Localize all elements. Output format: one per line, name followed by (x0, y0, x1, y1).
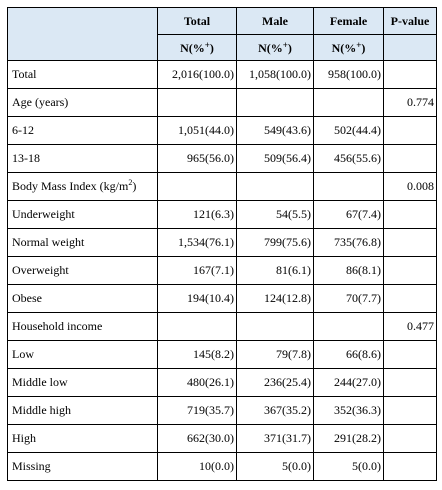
cell-female: 352(36.3) (314, 397, 384, 425)
cell-female: 502(44.4) (314, 117, 384, 145)
cell-p-value (384, 117, 437, 145)
cell-total (158, 89, 237, 117)
cell-total: 145(8.2) (158, 341, 237, 369)
cell-total: 719(35.7) (158, 397, 237, 425)
cell-p-value (384, 145, 437, 173)
table-row (8, 145, 437, 173)
cell-male (237, 313, 314, 341)
row-label-text: Age (years) (12, 95, 69, 109)
table-row (8, 229, 437, 257)
cell-p-value (384, 369, 437, 397)
cell-total: 121(6.3) (158, 201, 237, 229)
table-container (7, 7, 437, 481)
cell-female: 735(76.8) (314, 229, 384, 257)
table-row (8, 117, 437, 145)
row-label (8, 257, 158, 285)
cell-female: 958(100.0) (314, 61, 384, 89)
header-corner-cell (8, 8, 158, 61)
row-label-text: Missing (12, 459, 51, 473)
cell-male: 549(43.6) (237, 117, 314, 145)
cell-total: 965(56.0) (158, 145, 237, 173)
cell-female: 67(7.4) (314, 201, 384, 229)
table-row (8, 201, 437, 229)
cell-female: 456(55.6) (314, 145, 384, 173)
row-label-text: Normal weight (12, 235, 85, 249)
subheader-prefix: N(% (258, 40, 283, 55)
subheader-plus: + (204, 39, 210, 50)
cell-female (314, 173, 384, 201)
table-header (8, 8, 437, 61)
cell-male: 367(35.2) (237, 397, 314, 425)
row-label (8, 397, 158, 425)
cell-p-value (384, 257, 437, 285)
cell-p-value (384, 453, 437, 481)
row-label-text: Total (12, 67, 37, 81)
row-label-text: 6-12 (12, 123, 34, 137)
cell-total: 10(0.0) (158, 453, 237, 481)
table-row (8, 369, 437, 397)
cell-p-value (384, 285, 437, 313)
table-row (8, 397, 437, 425)
cell-total: 662(30.0) (158, 425, 237, 453)
header-total: Total (158, 8, 237, 35)
header-p-value: P-value (384, 8, 437, 35)
cell-male: 236(25.4) (237, 369, 314, 397)
cell-male: 509(56.4) (237, 145, 314, 173)
cell-p-value: 0.774 (384, 89, 437, 117)
cell-male: 124(12.8) (237, 285, 314, 313)
cell-p-value: 0.008 (384, 173, 437, 201)
cell-female (314, 313, 384, 341)
cell-male (237, 173, 314, 201)
row-label-end: ) (132, 179, 137, 193)
cell-female (314, 89, 384, 117)
row-label-text: Underweight (12, 207, 75, 221)
subheader-plus: + (282, 39, 288, 50)
cell-male: 54(5.5) (237, 201, 314, 229)
cell-male: 81(6.1) (237, 257, 314, 285)
subheader-total (158, 35, 237, 61)
table-row (8, 453, 437, 481)
table-row (8, 61, 437, 89)
subheader-prefix: N(% (180, 40, 205, 55)
row-label-text: Overweight (12, 263, 69, 277)
cell-female: 291(28.2) (314, 425, 384, 453)
subheader-p-value (384, 35, 437, 61)
row-label-text: Obese (12, 291, 42, 305)
cell-female: 86(8.1) (314, 257, 384, 285)
row-label (8, 425, 158, 453)
header-row (8, 8, 437, 35)
cell-total (158, 313, 237, 341)
cell-p-value (384, 341, 437, 369)
row-label (8, 61, 158, 89)
cell-p-value (384, 229, 437, 257)
cell-total: 167(7.1) (158, 257, 237, 285)
cell-male: 799(75.6) (237, 229, 314, 257)
subheader-female (314, 35, 384, 61)
cell-p-value (384, 61, 437, 89)
cell-male: 5(0.0) (237, 453, 314, 481)
cell-total: 194(10.4) (158, 285, 237, 313)
cell-p-value: 0.477 (384, 313, 437, 341)
header-female: Female (314, 8, 384, 35)
row-label (8, 145, 158, 173)
cell-total: 480(26.1) (158, 369, 237, 397)
table-body (8, 61, 437, 481)
row-label (8, 173, 158, 201)
row-label-text: Middle low (12, 375, 68, 389)
subheader-male (237, 35, 314, 61)
cell-female: 244(27.0) (314, 369, 384, 397)
cell-total: 1,534(76.1) (158, 229, 237, 257)
cell-p-value (384, 425, 437, 453)
table-row (8, 341, 437, 369)
row-label (8, 89, 158, 117)
cell-female: 66(8.6) (314, 341, 384, 369)
cell-female: 5(0.0) (314, 453, 384, 481)
row-label-text: Low (12, 347, 34, 361)
cell-total: 2,016(100.0) (158, 61, 237, 89)
row-label (8, 313, 158, 341)
row-label-text: High (12, 431, 36, 445)
row-label (8, 453, 158, 481)
cell-male: 371(31.7) (237, 425, 314, 453)
row-label-text: 13-18 (12, 151, 40, 165)
row-label (8, 341, 158, 369)
table-row (8, 313, 437, 341)
cell-p-value (384, 397, 437, 425)
subheader-prefix: N(% (331, 40, 357, 55)
cell-male: 79(7.8) (237, 341, 314, 369)
subheader-suffix: ) (209, 40, 214, 55)
table-row (8, 285, 437, 313)
row-label-text: Body Mass Index (kg/m (12, 179, 129, 193)
row-label (8, 229, 158, 257)
demographics-table (7, 7, 437, 481)
header-male: Male (237, 8, 314, 35)
cell-p-value (384, 201, 437, 229)
subheader-suffix: ) (361, 40, 366, 55)
row-label (8, 201, 158, 229)
table-row (8, 257, 437, 285)
cell-total (158, 173, 237, 201)
row-label (8, 117, 158, 145)
row-label-text: Household income (12, 319, 103, 333)
cell-male (237, 89, 314, 117)
row-label (8, 285, 158, 313)
table-row (8, 173, 437, 201)
cell-female: 70(7.7) (314, 285, 384, 313)
row-label (8, 369, 158, 397)
subheader-suffix: ) (287, 40, 292, 55)
table-row (8, 425, 437, 453)
subheader-plus: + (356, 39, 362, 50)
cell-total: 1,051(44.0) (158, 117, 237, 145)
table-row (8, 89, 437, 117)
cell-male: 1,058(100.0) (237, 61, 314, 89)
row-label-text: Middle high (12, 403, 71, 417)
row-label-superscript: 2 (128, 178, 133, 187)
